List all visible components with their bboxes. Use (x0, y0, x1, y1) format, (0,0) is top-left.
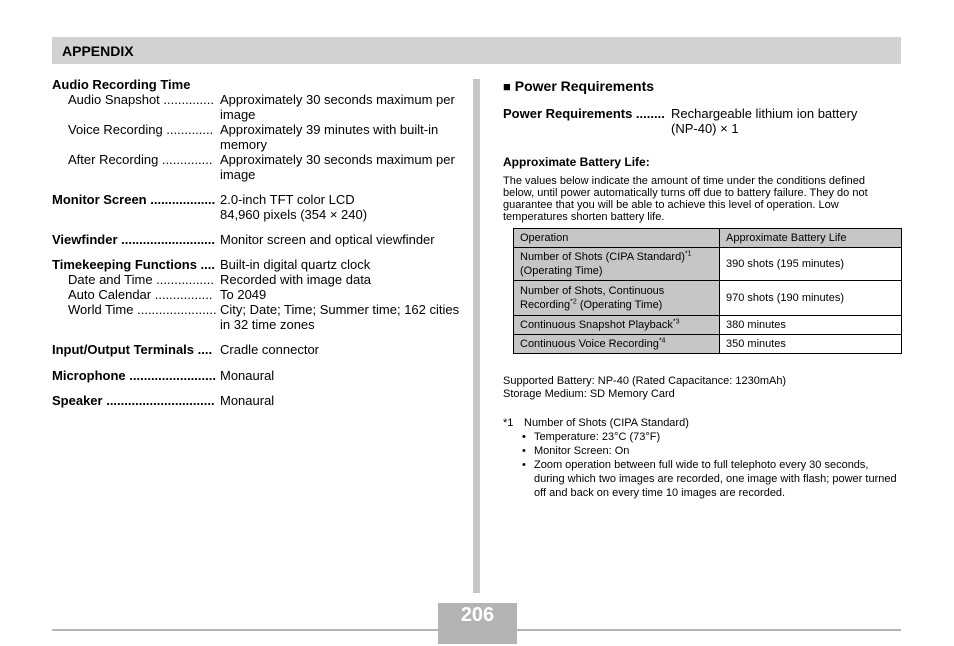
table-cell: 390 shots (195 minutes) (720, 248, 902, 281)
list-item (503, 430, 898, 444)
header-bar (52, 37, 901, 64)
table-row (514, 316, 902, 335)
spec-row (52, 257, 462, 272)
spec-row (52, 232, 462, 247)
spec-row (52, 152, 462, 182)
column-divider (473, 79, 480, 593)
power-requirements-heading (503, 78, 903, 94)
table-row (514, 281, 902, 316)
list-item (503, 458, 898, 500)
bullet-text: Monitor Screen: On (534, 445, 630, 457)
power-right-column (503, 77, 903, 223)
page-number: 206 (460, 604, 495, 626)
spec-row (52, 287, 462, 302)
footnote-ref: *3 (672, 318, 680, 326)
spec-row (503, 106, 903, 136)
spec-row (52, 393, 462, 408)
spec-value (220, 192, 462, 222)
spec-row (52, 92, 462, 122)
spec-label: Viewfinder .......................... (52, 232, 216, 247)
bullet-icon: • (522, 431, 526, 443)
table-row (514, 335, 902, 354)
spec-row (52, 192, 462, 222)
table-header-row (514, 229, 902, 248)
spec-label: Microphone ........................ (52, 368, 216, 383)
spec-row (52, 342, 462, 357)
bullet-icon: • (522, 459, 526, 471)
power-value-line: (NP-40) × 1 (671, 121, 739, 136)
spec-label: World Time ...................... (68, 302, 217, 317)
spec-label: Voice Recording ............. (68, 122, 214, 137)
spec-row (52, 272, 462, 287)
monitor-value-line: 84,960 pixels (354 × 240) (220, 207, 368, 222)
heading-text: Power Requirements (514, 78, 655, 94)
table-cell: 970 shots (190 minutes) (720, 281, 902, 316)
supported-battery: Supported Battery: NP-40 (Rated Capacitance: 1230mAh) (503, 375, 787, 387)
bullet-text: Temperature: 23°C (73°F) (534, 431, 661, 443)
battery-info (503, 375, 786, 401)
list-item (503, 444, 898, 458)
footnote-marker: *1 (503, 417, 514, 429)
battery-life-table (513, 228, 902, 354)
operation-text: (Operating Time) (520, 265, 603, 277)
spec-label: Monitor Screen .................. (52, 192, 216, 207)
footnote-ref: *4 (658, 337, 666, 345)
operation-text: Recording (520, 299, 571, 311)
table-cell: 380 minutes (720, 316, 902, 335)
spec-value: To 2049 (220, 287, 267, 302)
spec-value: Cradle connector (220, 342, 319, 357)
spec-label: Power Requirements ........ (503, 106, 665, 121)
monitor-value-line: 2.0-inch TFT color LCD (220, 192, 355, 207)
spec-row (52, 122, 462, 152)
spec-value: Recorded with image data (220, 272, 372, 287)
battery-life-title: Approximate Battery Life: (503, 155, 650, 169)
table-row (514, 248, 902, 281)
table-header-cell: Approximate Battery Life (720, 229, 902, 248)
spec-row (52, 368, 462, 383)
spec-value: Monaural (220, 393, 275, 408)
spec-label: Audio Snapshot .............. (68, 92, 214, 107)
spec-row (52, 302, 462, 332)
footnote-heading (503, 416, 898, 430)
operation-text: (Operating Time) (576, 299, 663, 311)
battery-life-description: The values below indicate the amount of time under the conditions defined below, until power automatically turns off due to battery failure. They do not guarantee that you will be able to achieve this level of operation. Low temperatures shorten battery life. (503, 175, 868, 223)
audio-recording-title: Audio Recording Time (52, 77, 191, 92)
table-cell (514, 281, 720, 316)
table-header-cell: Operation (514, 229, 720, 248)
spec-label: After Recording .............. (68, 152, 213, 167)
storage-medium: Storage Medium: SD Memory Card (503, 388, 675, 400)
operation-text: Number of Shots, Continuous (520, 285, 665, 297)
square-bullet-icon: ■ (503, 79, 511, 94)
spec-value: Monaural (220, 368, 275, 383)
operation-text: Continuous Snapshot Playback (520, 319, 673, 331)
table-cell: 350 minutes (720, 335, 902, 354)
operation-text: Continuous Voice Recording (520, 338, 659, 350)
power-value-line: Rechargeable lithium ion battery (671, 106, 858, 121)
spec-label: Speaker .............................. (52, 393, 215, 408)
table-cell (514, 335, 720, 354)
spec-value: Monitor screen and optical viewfinder (220, 232, 435, 247)
specs-left-column (52, 77, 462, 408)
section-title: APPENDIX (62, 43, 134, 59)
spec-value: City; Date; Time; Summer time; 162 cities in 32 time zones (220, 302, 460, 332)
footnote-ref: *1 (684, 250, 692, 258)
table-cell (514, 248, 720, 281)
spec-value: Approximately 39 minutes with built-in memory (220, 122, 439, 152)
footnotes (503, 416, 898, 500)
spec-label: Date and Time ................ (68, 272, 214, 287)
bullet-icon: • (522, 445, 526, 457)
spec-value (671, 106, 857, 136)
spec-value: Built-in digital quartz clock (220, 257, 371, 272)
bullet-text: Zoom operation between full wide to full telephoto every 30 seconds, during which two images are recorded, one image with flash; power turned off and back on every time 10 images are recorded. (534, 459, 897, 499)
footnote-ref: *2 (570, 298, 577, 306)
spec-label: Auto Calendar ................ (68, 287, 213, 302)
spec-value: Approximately 30 seconds maximum per image (220, 92, 455, 122)
spec-label: Input/Output Terminals .... (52, 342, 213, 357)
table-cell (514, 316, 720, 335)
spec-value: Approximately 30 seconds maximum per image (220, 152, 455, 182)
operation-text: Number of Shots (CIPA Standard) (520, 251, 685, 263)
footnote-title: Number of Shots (CIPA Standard) (524, 417, 689, 429)
spec-label: Timekeeping Functions .... (52, 257, 216, 272)
